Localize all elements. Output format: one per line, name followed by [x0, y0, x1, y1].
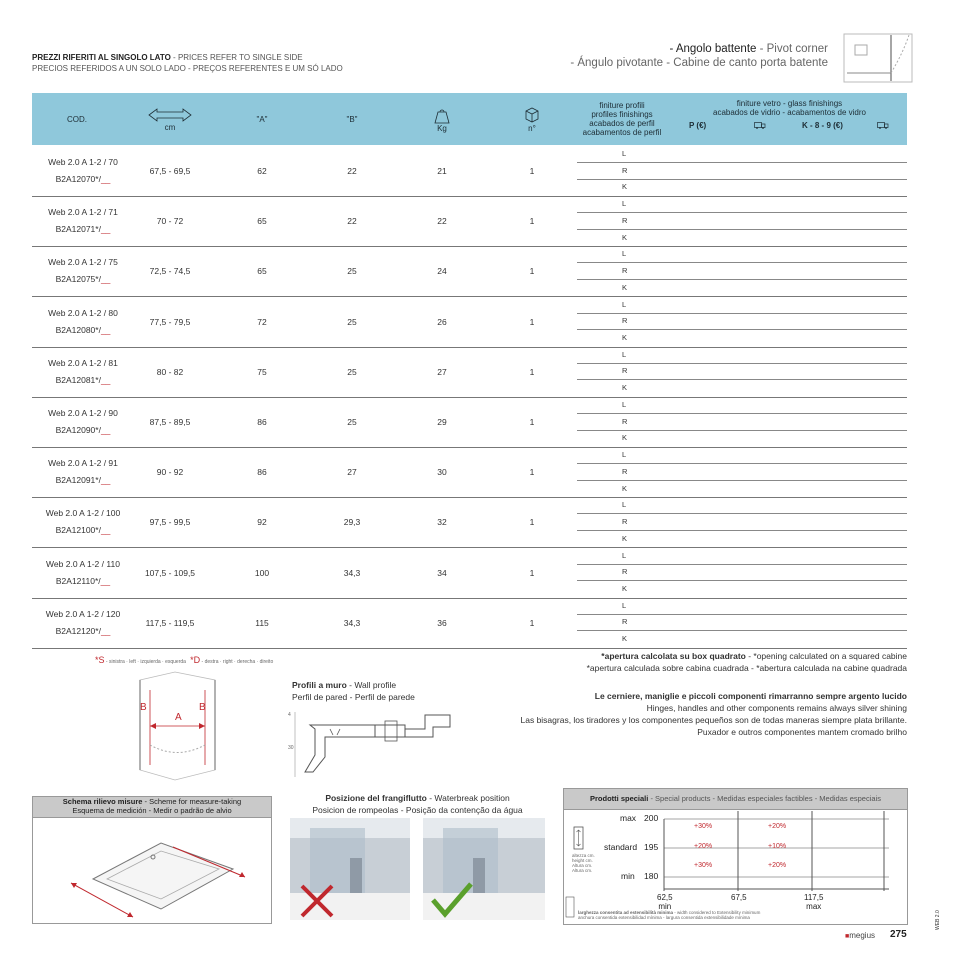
- cell-a: 62: [257, 166, 267, 176]
- col-n: n°: [528, 123, 536, 133]
- finish-subrow: [577, 163, 907, 180]
- finish-code: K: [622, 583, 628, 593]
- package-icon: [523, 106, 541, 124]
- special-footer-note: larghezza consentita ad estensibilità minima - width considered to Extensibility minimum anchura consentida extensibilidad mínima - largura consentida extensibilidade mínima: [578, 910, 761, 920]
- special-products-box: [563, 809, 908, 925]
- page-header-left: PREZZI RIFERITI AL SINGOLO LATO - PRICES REFER TO SINGLE SIDE PRECIOS REFERIDOS A UN SOLO LADO - PREÇOS REFERENTES E UM SÓ LADO: [32, 53, 343, 73]
- cell-cm: 80 - 82: [156, 366, 184, 377]
- cell-kg: 36: [437, 617, 447, 628]
- special-x-min: 62,5 min: [657, 893, 673, 911]
- finish-subrow: [577, 598, 907, 615]
- finish-subrow: [577, 631, 907, 647]
- pivot-corner-thumbnail: [843, 33, 913, 83]
- glass-k-price: K - 8 - 9 (€): [802, 121, 843, 130]
- cell-kg: 21: [437, 166, 447, 176]
- cell-a: 92: [257, 517, 267, 528]
- cell-cm: 67,5 - 69,5: [149, 166, 191, 176]
- finish-code: L: [622, 500, 627, 510]
- table-row: [32, 447, 907, 498]
- product-code: B2A12091*/__: [55, 475, 111, 486]
- product-code-cell: [32, 497, 134, 547]
- cell-b: 25: [347, 266, 357, 277]
- finish-subrow: [577, 581, 907, 597]
- product-code: B2A12110*/__: [55, 575, 111, 586]
- finish-subrow: [577, 179, 907, 195]
- finish-subrow: [577, 531, 907, 547]
- finish-code: R: [622, 517, 628, 527]
- finish-code: L: [622, 349, 627, 359]
- cell-b: 34,3: [343, 617, 361, 628]
- product-code-cell: [32, 297, 134, 347]
- cell-kg: 32: [437, 517, 447, 528]
- finish-subrow: [577, 414, 907, 431]
- finish-subrow: [577, 330, 907, 346]
- special-min-value: 180: [644, 871, 659, 881]
- finish-subrow: [577, 380, 907, 396]
- special-grid: [564, 809, 907, 924]
- cell-kg: 29: [437, 417, 447, 427]
- finish-subrow: [577, 213, 907, 230]
- weight-icon: [433, 106, 451, 124]
- glass-p-price: P (€): [689, 121, 707, 130]
- cell-a: 86: [257, 417, 267, 427]
- finish-code: L: [622, 400, 627, 409]
- product-name: Web 2.0 A 1-2 / 71: [48, 207, 118, 218]
- finish-code: R: [622, 366, 628, 376]
- product-name: Web 2.0 A 1-2 / 120: [45, 608, 121, 619]
- finish-subrow: [577, 297, 907, 314]
- wall-dim-2: 30: [288, 745, 294, 751]
- cell-n: 1: [529, 567, 535, 578]
- product-name: Web 2.0 A 1-2 / 100: [45, 508, 121, 519]
- waterbreak-wrong-photo: [290, 818, 410, 920]
- finish-code: L: [622, 299, 627, 309]
- cell-a: 65: [257, 266, 267, 277]
- cell-cm: 70 - 72: [156, 216, 184, 227]
- finish-subrow: [577, 514, 907, 531]
- finish-code: K: [622, 282, 628, 292]
- finish-subrow: [577, 397, 907, 414]
- special-products-title: Prodotti speciali - Special products - Medidas especiales factibles - Medidas especiais: [563, 788, 908, 810]
- finish-code: R: [622, 165, 628, 175]
- side-tag: WEB 2.0: [935, 910, 941, 930]
- cell-n: 1: [529, 266, 535, 277]
- finish-code: R: [622, 316, 628, 326]
- finish-code: L: [622, 249, 627, 259]
- cell-b: 29,3: [343, 517, 361, 528]
- finish-code: L: [622, 600, 627, 610]
- product-code: B2A12081*/__: [55, 374, 111, 385]
- cell-a: 115: [255, 617, 269, 628]
- finish-code: R: [622, 215, 628, 225]
- finish-code: K: [622, 332, 628, 342]
- finish-code: K: [622, 383, 628, 393]
- cell-cm: 90 - 92: [156, 467, 184, 478]
- special-x-max: 117,5 max: [804, 893, 824, 911]
- product-code: B2A12075*/__: [55, 274, 111, 285]
- pct-r1-c2: +20%: [768, 823, 787, 830]
- shower-tray-drawing: [33, 817, 271, 923]
- page-number: 275: [890, 929, 907, 940]
- cell-n: 1: [529, 316, 535, 327]
- finish-subrow: [577, 430, 907, 446]
- cell-cm: 117,5 - 119,5: [145, 617, 195, 628]
- cell-kg: 27: [437, 366, 447, 377]
- finish-code: R: [622, 416, 628, 426]
- finish-subrow: [577, 564, 907, 581]
- aperture-note: *apertura calcolata su box quadrato - *opening calculated on a squared cabine *apertura calculada sobre cabina cuadrada - *abertura calculada na cabine quadrada: [586, 651, 907, 673]
- col-kg: Kg: [437, 123, 447, 133]
- col-b: "B": [346, 114, 358, 124]
- diagram-label-b-right: B: [199, 702, 206, 713]
- cell-n: 1: [529, 366, 535, 377]
- finish-subrow: [577, 497, 907, 514]
- product-name: Web 2.0 A 1-2 / 90: [48, 408, 118, 418]
- finish-code: L: [622, 550, 627, 560]
- cell-b: 25: [347, 316, 357, 327]
- cell-kg: 30: [437, 467, 447, 478]
- product-name: Web 2.0 A 1-2 / 80: [48, 307, 118, 318]
- product-name: Web 2.0 A 1-2 / 70: [48, 157, 118, 167]
- table-row: [32, 598, 907, 649]
- cell-n: 1: [529, 166, 535, 176]
- finish-subrow: [577, 196, 907, 213]
- special-max-value: 200: [644, 813, 659, 823]
- cell-a: 75: [257, 366, 267, 377]
- table-row: [32, 397, 907, 448]
- finish-code: K: [622, 232, 628, 242]
- col-glass: finiture vetro - glass finishings acabados de vidrio - acabamentos de vidro P (€) K - 8 - 9 (€): [672, 93, 907, 145]
- product-code: B2A12071*/__: [55, 224, 111, 235]
- col-profiles: finiture profili profiles finishings acabados de perfil acabamentos de perfil: [582, 101, 662, 137]
- cell-kg: 24: [437, 266, 447, 277]
- page-header-right: - Angolo battente - Pivot corner - Ángulo pivotante - Cabine de canto porta batente: [570, 43, 828, 69]
- finish-code: R: [622, 567, 628, 577]
- product-code: B2A12090*/__: [55, 425, 111, 435]
- finish-code: L: [622, 450, 627, 460]
- col-cod: COD.: [67, 114, 87, 124]
- finish-subrow: [577, 464, 907, 481]
- finish-code: R: [622, 617, 628, 627]
- table-row: [32, 548, 907, 599]
- product-code: B2A12080*/__: [55, 324, 111, 335]
- finish-code: K: [622, 634, 628, 644]
- waterbreak-correct-photo: [423, 818, 545, 920]
- col-cm: cm: [164, 122, 176, 132]
- finish-subrow: [577, 280, 907, 296]
- special-height-note: altezza cm. height cm. Altura cm. Altura cm.: [572, 853, 595, 873]
- measure-scheme-title: Schema rilievo misure - Scheme for measure-taking Esquema de medición - Medir o padrão de alvio: [32, 796, 272, 818]
- side-legend: *S - sinistra · left · izquierda · esquerda *D - destra · right · derecha · direito: [95, 655, 274, 665]
- product-code-cell: [32, 598, 134, 648]
- cabin-diagram: [120, 670, 230, 785]
- pct-r2-c2: +10%: [768, 843, 787, 850]
- width-arrows-icon: [148, 107, 192, 123]
- table-row: [32, 347, 907, 398]
- special-max-label: max: [620, 813, 637, 823]
- cell-b: 25: [347, 366, 357, 377]
- finish-subrow: [577, 263, 907, 280]
- delivery-truck-icon: [754, 122, 766, 129]
- table-row: [32, 196, 907, 247]
- finish-subrow: [577, 614, 907, 631]
- finish-subrow: [577, 347, 907, 364]
- finish-subrow: [577, 548, 907, 565]
- product-name: Web 2.0 A 1-2 / 81: [48, 357, 118, 368]
- pct-r2-c1: +20%: [694, 843, 713, 850]
- finish-subrow: [577, 363, 907, 380]
- finish-code: L: [622, 199, 627, 209]
- cell-kg: 22: [437, 216, 447, 227]
- special-min-label: min: [621, 871, 635, 881]
- cell-n: 1: [529, 216, 535, 227]
- special-std-label: standard: [604, 842, 638, 852]
- cell-a: 86: [257, 467, 267, 478]
- product-code: B2A12100*/__: [55, 525, 111, 536]
- table-row: [32, 246, 907, 297]
- cell-a: 72: [257, 316, 267, 327]
- product-name: Web 2.0 A 1-2 / 75: [48, 257, 118, 268]
- product-code-cell: [32, 347, 134, 397]
- product-name: Web 2.0 A 1-2 / 110: [46, 558, 120, 569]
- table-row: [32, 297, 907, 348]
- cell-n: 1: [529, 617, 535, 628]
- product-code-cell: [32, 548, 134, 598]
- measure-scheme-box: [32, 817, 272, 924]
- product-code: B2A12120*/__: [55, 625, 111, 636]
- brand-logo: ■megius: [845, 931, 876, 940]
- product-name: Web 2.0 A 1-2 / 91: [48, 458, 118, 469]
- cell-b: 27: [347, 467, 357, 478]
- special-x-mid: 67,5: [731, 893, 747, 902]
- product-code-cell: [32, 146, 134, 196]
- diagram-label-a: A: [175, 712, 182, 723]
- product-code-cell: [32, 246, 134, 296]
- cell-cm: 77,5 - 79,5: [149, 316, 191, 327]
- cell-b: 25: [347, 417, 357, 427]
- finish-subrow: [577, 313, 907, 330]
- price-table-header: [32, 93, 907, 145]
- table-row: [32, 146, 907, 197]
- finish-code: K: [622, 433, 628, 443]
- product-code: B2A12070*/__: [55, 174, 111, 184]
- cell-n: 1: [529, 467, 535, 478]
- finish-subrow: [577, 447, 907, 464]
- cell-b: 22: [347, 216, 357, 227]
- pct-r3-c2: +20%: [768, 862, 787, 869]
- table-row: [32, 497, 907, 548]
- cell-kg: 34: [437, 567, 447, 578]
- product-code-cell: [32, 397, 134, 447]
- finish-code: K: [622, 533, 628, 543]
- pct-r1-c1: +30%: [694, 823, 713, 830]
- cell-b: 34,3: [343, 567, 361, 578]
- special-std-value: 195: [644, 842, 659, 852]
- cell-a: 65: [257, 216, 267, 227]
- cell-kg: 26: [437, 316, 447, 327]
- waterbreak-title: Posizione del frangiflutto - Waterbreak position Posicion de rompeolas - Posição da contenção da água: [312, 793, 523, 815]
- finish-subrow: [577, 146, 907, 163]
- finish-code: R: [622, 266, 628, 276]
- cell-a: 100: [254, 567, 270, 578]
- finish-code: R: [622, 466, 628, 476]
- cell-cm: 107,5 - 109,5: [144, 567, 196, 578]
- finish-code: L: [622, 149, 627, 158]
- finish-subrow: [577, 481, 907, 497]
- col-a: "A": [256, 114, 268, 124]
- cell-cm: 72,5 - 74,5: [149, 266, 191, 277]
- diagram-label-b-left: B: [140, 702, 147, 713]
- finish-code: K: [622, 182, 628, 192]
- cell-b: 22: [347, 166, 357, 176]
- wall-dim-1: 4: [288, 712, 291, 718]
- product-code-cell: [32, 196, 134, 246]
- finish-subrow: [577, 246, 907, 263]
- wall-profile-title: Profili a muro - Wall profile Perfil de pared - Perfil de parede: [292, 680, 415, 702]
- finish-subrow: [577, 230, 907, 246]
- wall-profile-drawing: [285, 707, 465, 782]
- cell-cm: 87,5 - 89,5: [149, 417, 191, 427]
- pct-r3-c1: +30%: [694, 862, 713, 869]
- delivery-truck-icon: [877, 122, 889, 129]
- cell-cm: 97,5 - 99,5: [149, 517, 191, 528]
- cell-n: 1: [529, 517, 535, 528]
- hinges-note: Le cerniere, maniglie e piccoli componenti rimarranno sempre argento lucido Hinges, handles and other components remains always silver shining Las bisagras, los tiradores y los componentes pequeños son de todas maneras siempre plata brillante. Puxador e outros componentes mantem cromado brilho: [520, 691, 907, 737]
- cell-n: 1: [529, 417, 535, 427]
- finish-code: K: [622, 483, 628, 493]
- product-code-cell: [32, 447, 134, 497]
